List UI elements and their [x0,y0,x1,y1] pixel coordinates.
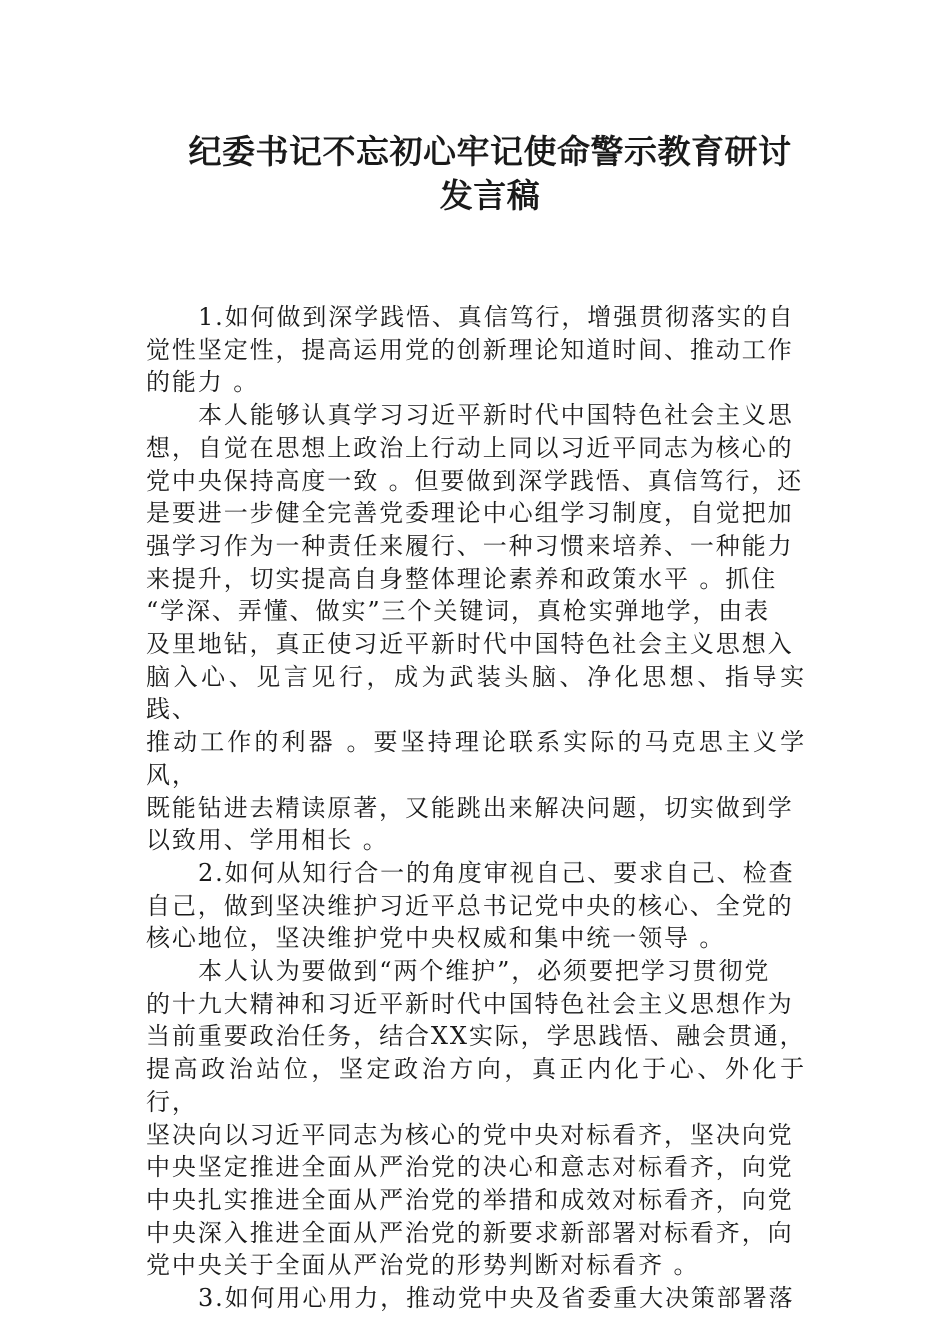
title-line-2: 发言稿 [439,176,541,215]
paragraph-question-1: 1.如何做到深学践悟、真信笃行，增强贯彻落实的自 觉性坚定性，提高运用党的创新理论知道时间、推动工作 的能力 。 [146,303,795,397]
paragraph-question-3: 3.如何用心用力，推动党中央及省委重大决策部署落 [198,1284,795,1313]
paragraph-question-2: 2.如何从知行合一的角度审视自己、要求自己、检查 自己，做到坚决维护习近平总书记党中央的核心、全党的 核心地位，坚决维护党中央权威和集中统一领导 。 [146,858,795,953]
document-body [146,301,806,1315]
title-line-1: 纪委书记不忘初心牢记使命警示教育研讨 [188,132,792,171]
document-title [140,130,840,218]
paragraph-answer-1: 本人能够认真学习习近平新时代中国特色社会主义思 想，自觉在思想上政治上行动上同以习近平同志为核心的 党中央保持高度一致 。但要做到深学践悟、真信笃行，还 是要进一步健全完善党委理论中心组学习制度，自觉把加 强学习作为一种责任来履行、一种习惯来培养、一种能力 来提升，切实提高自身整体理论素养和政策水平 。抓住 “学深、弄懂、做实”三个关键词，真枪实弹地学，由表 及里地钻，真正使习近平新时代中国特色社会主义思想入 脑入心、见言见行，成为武装头脑、净化思想、指导实践、 推动工作的利器 。要坚持理论联系实际的马克思主义学风， 既能钻进去精读原著，又能跳出来解决问题，切实做到学 以致用、学用相长 。 [146,401,806,855]
paragraph-answer-2: 本人认为要做到“两个维护”，必须要把学习贯彻党 的十九大精神和习近平新时代中国特色社会主义思想作为 当前重要政治任务，结合XX实际，学思践悟、融会贯通， 提高政治站位，坚定政治方向，真正内化于心、外化于行， 坚决向以习近平同志为核心的党中央对标看齐，坚决向党 中央坚定推进全面从严治党的决心和意志对标看齐，向党 中央扎实推进全面从严治党的举措和成效对标看齐，向党 中央深入推进全面从严治党的新要求新部署对标看齐，向 党中央关于全面从严治党的形势判断对标看齐 。 [146,957,806,1280]
